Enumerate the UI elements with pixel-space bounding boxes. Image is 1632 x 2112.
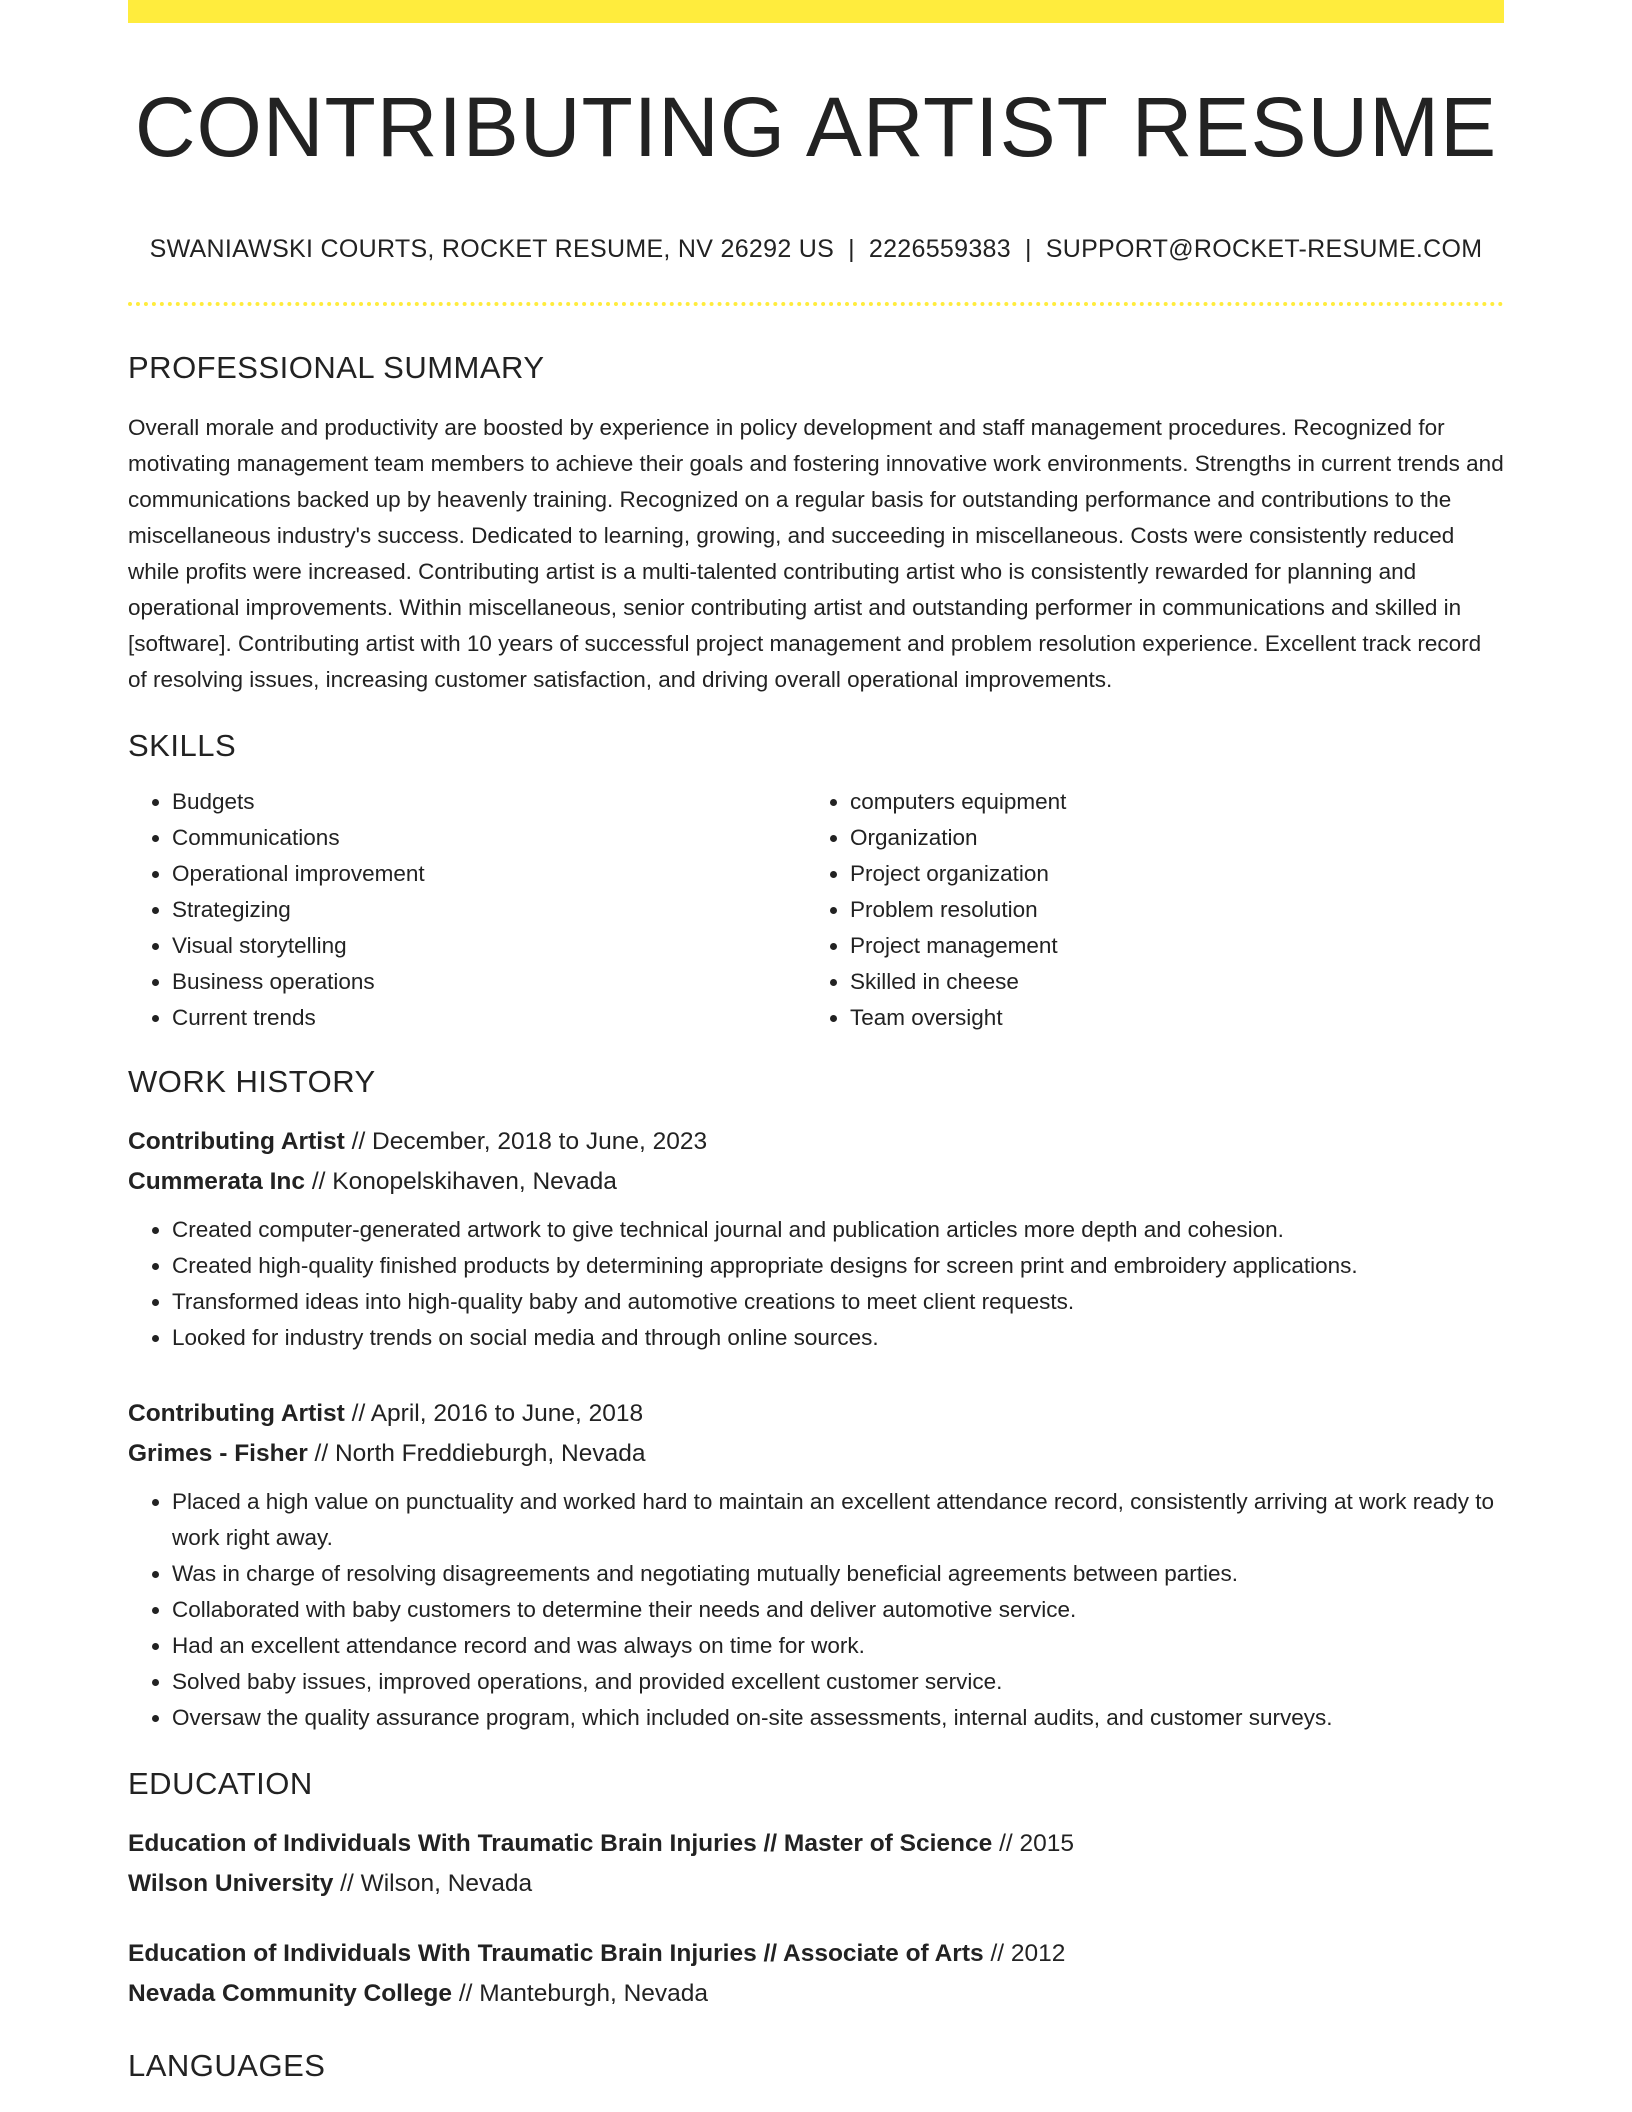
contact-phone: 2226559383 (868, 235, 1011, 263)
contact-separator: | (1024, 235, 1032, 263)
skill-item: • Operational improvement (172, 856, 806, 892)
job-company-line (128, 1162, 1504, 1202)
skill-item: • Current trends (172, 1000, 806, 1036)
resume-page (128, 0, 1504, 2084)
job-bullet: • Oversaw the quality assurance program, which included on-site assessments, internal audits, and customer surveys. (172, 1700, 1504, 1736)
skill-item: • Strategizing (172, 892, 806, 928)
job-bullet: • Solved baby issues, improved operations, and provided excellent customer service. (172, 1664, 1504, 1700)
job-bullet: • Transformed ideas into high-quality baby and automotive creations to meet client requests. (172, 1284, 1504, 1320)
resume-title: CONTRIBUTING ARTIST RESUME (134, 80, 1498, 174)
education-degree: Education of Individuals With Traumatic Brain Injuries // Master of Science (128, 1830, 993, 1857)
skill-item: • computers equipment (850, 784, 1484, 820)
job-company-line (128, 1434, 1504, 1474)
education-degree-line (128, 1824, 1504, 1864)
skill-item: • Problem resolution (850, 892, 1484, 928)
job-bullet: • Had an excellent attendance record and was always on time for work. (172, 1628, 1504, 1664)
job-entry (128, 1122, 1504, 1356)
skill-item: • Team oversight (850, 1000, 1484, 1036)
job-bullet: • Placed a high value on punctuality and worked hard to maintain an excellent attendance record, consistently arriving at work ready to work right away. (172, 1484, 1504, 1556)
education-school-line (128, 1974, 1504, 2014)
skill-item: • Budgets (172, 784, 806, 820)
education-entry (128, 1824, 1504, 1904)
education-year: // 2015 (999, 1830, 1075, 1857)
skills-heading: SKILLS (128, 728, 237, 763)
job-bullets (128, 1212, 1504, 1356)
skill-item: • Communications (172, 820, 806, 856)
education-location: // Manteburgh, Nevada (458, 1980, 709, 2007)
skill-item: • Project organization (850, 856, 1484, 892)
job-title: Contributing Artist (128, 1128, 345, 1155)
job-title-line (128, 1394, 1504, 1434)
education-school-line (128, 1864, 1504, 1904)
job-location: // North Freddieburgh, Nevada (314, 1440, 646, 1467)
education-entry (128, 1934, 1504, 2014)
job-bullet: • Was in charge of resolving disagreements and negotiating mutually beneficial agreements between parties. (172, 1556, 1504, 1592)
education-school: Wilson University (128, 1870, 334, 1897)
education-degree: Education of Individuals With Traumatic Brain Injuries // Associate of Arts (128, 1940, 984, 1967)
job-title-line (128, 1122, 1504, 1162)
education-location: // Wilson, Nevada (340, 1870, 533, 1897)
skill-item: • Skilled in cheese (850, 964, 1484, 1000)
skill-item: • Business operations (172, 964, 806, 1000)
job-entry (128, 1394, 1504, 1736)
job-bullet: • Looked for industry trends on social media and through online sources. (172, 1320, 1504, 1356)
skill-item: • Visual storytelling (172, 928, 806, 964)
job-company: Grimes - Fisher (128, 1440, 308, 1467)
contact-address: SWANIAWSKI COURTS, ROCKET RESUME, NV 26292 US (149, 235, 835, 263)
summary-text: Overall morale and productivity are boosted by experience in policy development and staff management procedures. Recognized for motivating management team members to achieve their goals and fostering innovative work environments. Strengths in current trends and communications backed up by heavenly training. Recognized on a regular basis for outstanding performance and contributions to the miscellaneous industry's success. Dedicated to learning, growing, and succeeding in miscellaneous. Costs were consistently reduced while profits were increased. Contributing artist is a multi-talented contributing artist who is consistently rewarded for planning and operational improvements. Within miscellaneous, senior contributing artist and outstanding performer in communications and skilled in [software]. Contributing artist with 10 years of successful project management and problem resolution experience. Excellent track record of resolving issues, increasing customer satisfaction, and driving overall operational improvements. (128, 415, 1504, 692)
contact-separator: | (848, 235, 855, 263)
top-accent-bar (128, 0, 1504, 23)
contact-email: SUPPORT@ROCKET-RESUME.COM (1045, 235, 1483, 263)
skills-column-left (128, 784, 806, 1036)
skill-item: • Project management (850, 928, 1484, 964)
skill-item: • Organization (850, 820, 1484, 856)
job-company: Cummerata Inc (128, 1168, 306, 1195)
languages-heading: LANGUAGES (128, 2048, 326, 2083)
job-bullet: • Created computer-generated artwork to give technical journal and publication articles more depth and cohesion. (172, 1212, 1504, 1248)
job-location: // Konopelskihaven, Nevada (311, 1168, 617, 1195)
education-year: // 2012 (990, 1940, 1066, 1967)
job-bullet: • Created high-quality finished products by determining appropriate designs for screen print and embroidery applications. (172, 1248, 1504, 1284)
skills-column-right (806, 784, 1484, 1036)
job-dates: // April, 2016 to June, 2018 (351, 1400, 644, 1427)
summary-heading: PROFESSIONAL SUMMARY (128, 350, 545, 385)
job-bullets (128, 1484, 1504, 1736)
job-dates: // December, 2018 to June, 2023 (351, 1128, 708, 1155)
dotted-divider (128, 302, 1504, 306)
job-bullet: • Collaborated with baby customers to determine their needs and deliver automotive service. (172, 1592, 1504, 1628)
education-heading: EDUCATION (128, 1766, 313, 1801)
education-degree-line (128, 1934, 1504, 1974)
contact-line (128, 235, 1504, 264)
job-title: Contributing Artist (128, 1400, 345, 1427)
education-school: Nevada Community College (128, 1980, 453, 2007)
skills-list (128, 784, 1504, 1036)
work-history-heading: WORK HISTORY (128, 1064, 376, 1099)
